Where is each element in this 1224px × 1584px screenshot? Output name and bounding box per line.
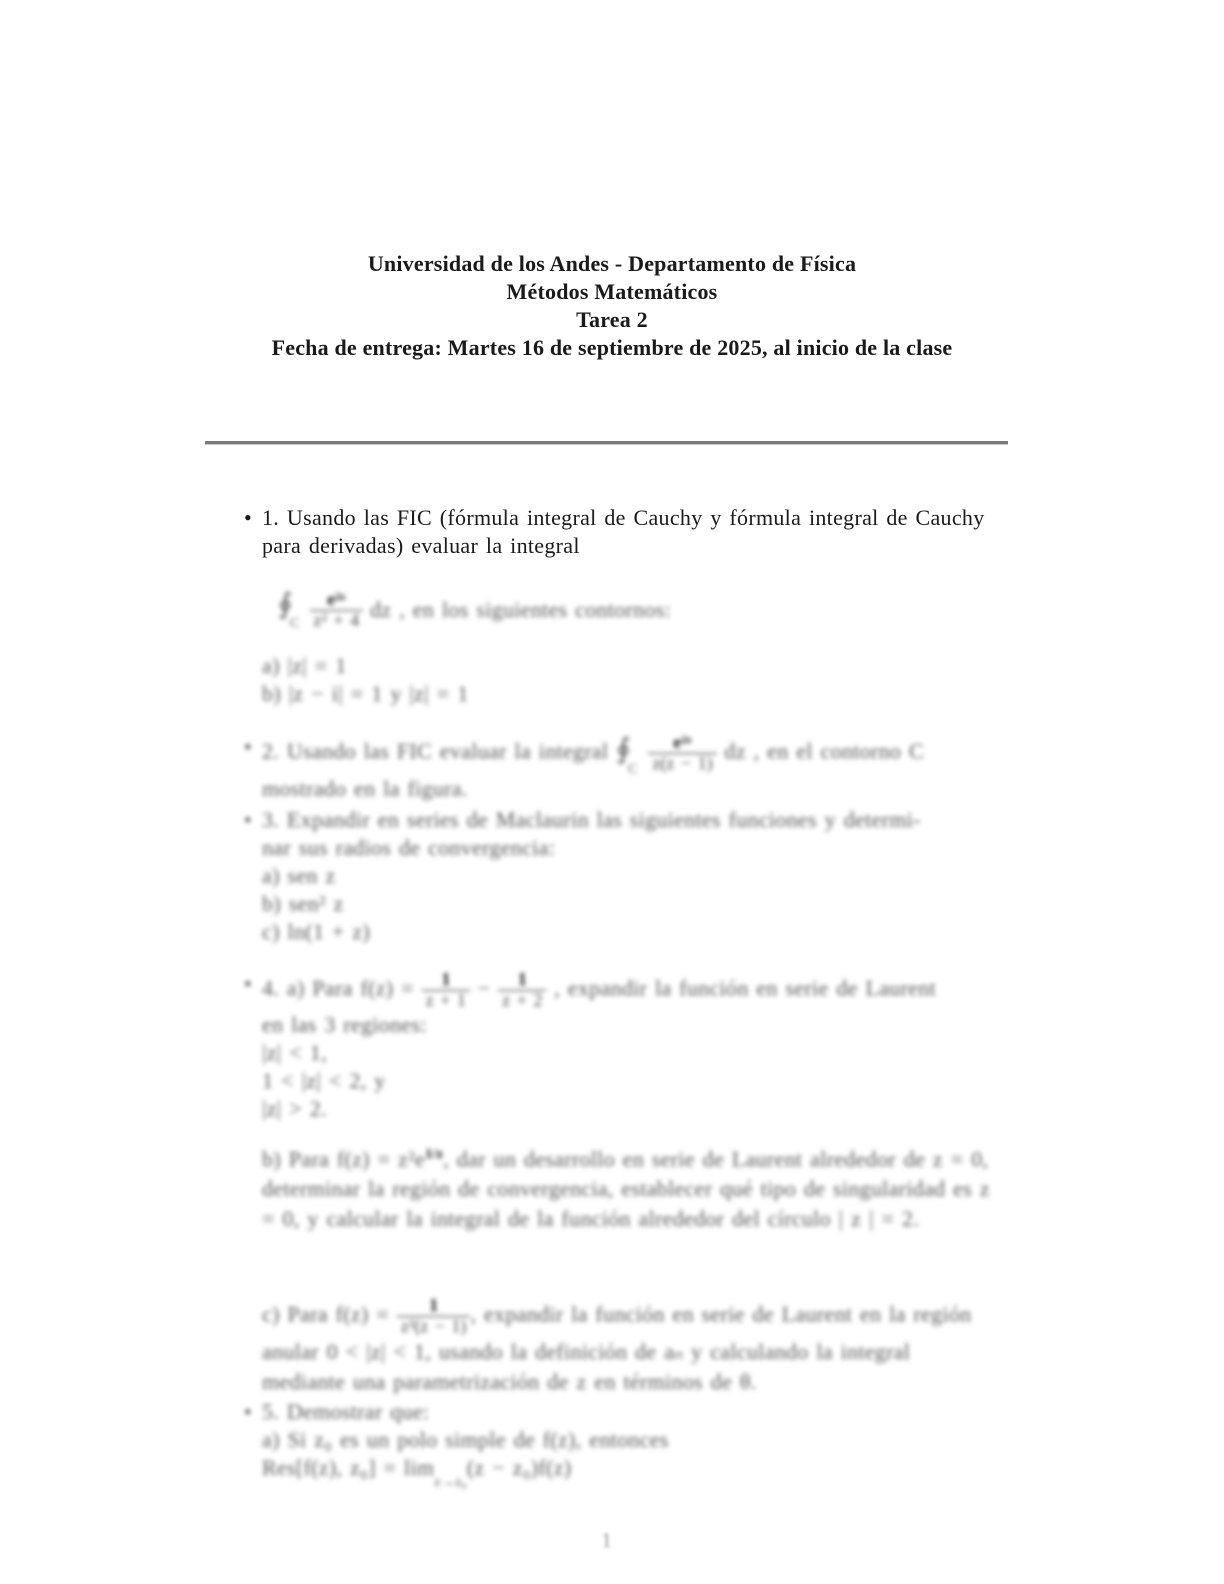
problem-3-item-a: a) sen z [262,863,336,888]
bullet-icon: • [244,505,253,530]
fraction-numerator: e²ᶻ [648,733,716,754]
bullet-icon: • [244,1399,253,1424]
problem-3-line-1: 3. Expandir en series de Maclaurin las siguientes funciones y determi- [262,807,921,832]
fraction [498,970,546,1011]
problem-5-line-1: 5. Demostrar que: [262,1399,430,1424]
header-line-duedate: Fecha de entrega: Martes 16 de septiembre de 2025, al inicio de la clase [271,335,953,360]
document-header [212,250,1012,362]
bullet-icon: • [244,971,253,996]
problem-5-residue-formula: Res[f(z), $z_0] = \lim_{z\to z_0}(z - z_0)f(z)$ [262,1455,572,1491]
header-line-university: Universidad de los Andes - Departamento de Física [367,251,857,276]
fraction [422,970,470,1011]
fraction-denominator: z² + 4 [313,609,360,630]
limit-subscript: z→z₀ [434,1475,467,1491]
header-line-course: Métodos Matemáticos [506,279,718,304]
fraction [397,1296,471,1337]
problem-2-text-after: dz , en el contorno C mostrado en la figura. [262,738,924,801]
problem-3-text [262,806,990,946]
exponent: 1/z [425,1147,444,1162]
problem-5-line-2: a) Si z₀ es un polo simple de f(z), entonces [262,1427,669,1452]
problem-4c-pre: c) Para f(z) = [262,1301,390,1327]
problem-3-item-b: b) sen² z [262,891,344,916]
problem-2-text-before: 2. Usando las FIC evaluar la integral [262,738,609,764]
problem-3-item-c: c) ln(1 + z) [262,919,371,944]
problem-1-formula [278,590,1006,631]
fraction-denominator: z²(z − 1) [400,1315,467,1336]
minus-sign: − [477,975,491,1001]
fraction [648,733,716,774]
problem-4b-text [262,1140,990,1234]
problem-1-formula-tail: dz , en los siguientes contornos: [370,597,672,623]
problem-1-contours [262,652,990,708]
problem-1-contour-a: a) |z| = 1 [262,653,347,678]
problem-2 [244,733,992,803]
problem-4c-text [262,1296,990,1397]
fraction-denominator: z(z − 1) [652,752,713,773]
bullet-icon: • [244,734,253,759]
problem-4a-region-3: |z| > 2. [262,1095,327,1121]
fraction-numerator: e²ᶻ [310,590,364,611]
problem-1-intro: 1. Usando las FIC (fórmula integral de Cauchy y fórmula integral de Cauchy para derivadas) evaluar la integral [262,505,985,558]
fraction-numerator: 1 [422,970,470,991]
problem-3-line-2: nar sus radios de convergencia: [262,835,556,860]
problem-4a-region-1: |z| < 1, [262,1039,327,1065]
problem-1 [244,504,992,560]
problem-4a-region-2: 1 < |z| < 2, y [262,1067,386,1093]
problem-5 [244,1398,992,1491]
fraction-denominator: z + 2 [502,989,543,1010]
problem-1-contour-b: b) |z − i| = 1 y |z| = 1 [262,681,469,706]
problem-4a-text [262,970,990,1123]
fraction-numerator: 1 [397,1296,471,1317]
page-number: 1 [601,1528,612,1552]
problem-4 [244,970,992,1123]
problem-4a-line-1: 4. a) Para f(z) = $\frac{1}{z + 1}$ − $\frac{1}{z + 2}$ , expandir la función en serie de Laurent [262,969,936,1010]
fraction-numerator: 1 [498,970,546,991]
problem-4b-pre: b) Para f(z) = z²e [262,1146,426,1172]
bullet-icon: • [244,807,253,832]
problem-5-text [262,1398,990,1491]
header-line-assignment: Tarea 2 [576,307,648,332]
problem-4b-post: , dar un desarrollo en serie de Laurent alrededor de z = 0, determinar la región de convergencia, establecer qué tipo de singularidad es z = 0, y calcular la integral de la función alrededor del círculo | z | = 2. [262,1146,990,1232]
horizontal-divider [205,441,1008,444]
problem-4c-post: , expandir la función en serie de Laurent en la región anular 0 < |z| < 1, usando la definición de aₙ y calculando la integral mediante una parametrización de z en términos de θ. [262,1301,972,1394]
fraction-denominator: z + 1 [425,989,466,1010]
problem-3 [244,806,992,946]
problem-4a-line-2: en las 3 regiones: [262,1011,427,1037]
problem-2-text [262,733,990,803]
contour-integral-symbol: $∮_C$ [616,734,638,777]
contour-integral-symbol: $∮_C$ [278,589,300,632]
fraction [310,590,364,631]
